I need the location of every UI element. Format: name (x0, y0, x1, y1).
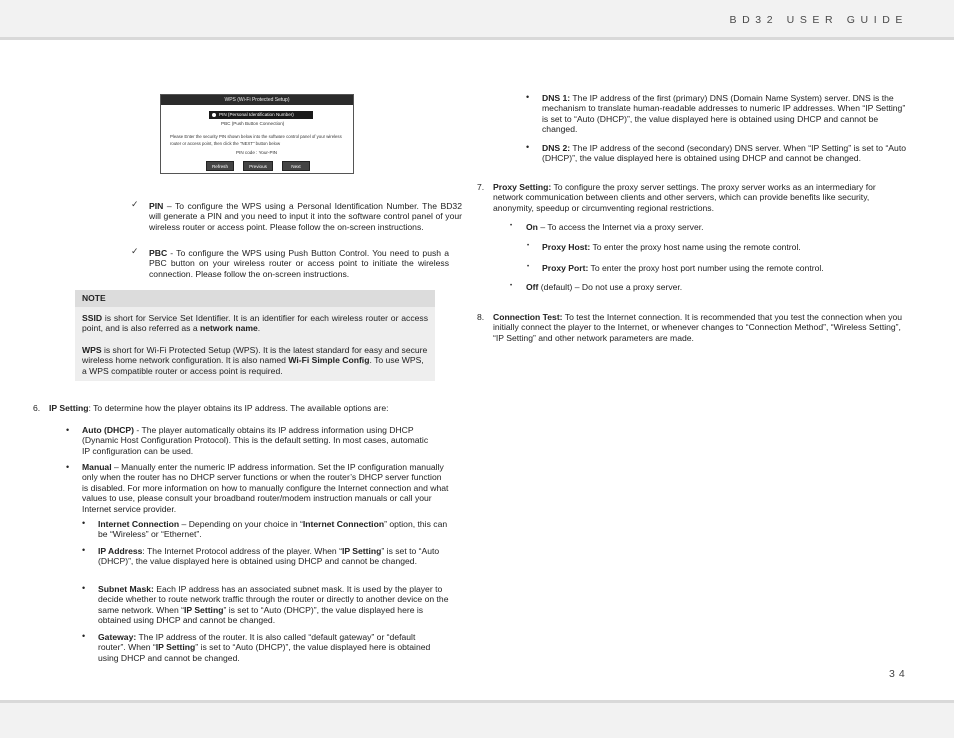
dns1-item (542, 93, 906, 135)
wps-option-pin[interactable] (209, 111, 313, 119)
subnet-mask-item (98, 584, 452, 626)
page-number: 34 (889, 668, 909, 680)
subnet-mask-bold: IP Setting (183, 604, 224, 615)
internet-connection-text2: ” option, this can be “Wireless” or “Ethernet”. (98, 519, 448, 540)
internet-connection-text1: – Depending on your choice in “ (179, 519, 303, 529)
wps-description: Please Enter the security PIN shown below into the software control panel of your wireless router or access point, then click the "NEXT" button below (170, 134, 342, 146)
header-bar (0, 0, 954, 37)
note-box (75, 290, 435, 381)
bullet-icon: • (526, 92, 530, 102)
ssid-bold: network name (200, 323, 258, 334)
internet-connection-item (98, 519, 450, 540)
auto-dhcp-term: Auto (DHCP) (82, 425, 135, 435)
dns1-text: The IP address of the first (primary) DNS (Domain Name System) server. DNS is the mechanism to translate human-readable addresses to numeric IP addresses. When “IP Setting” is set to “Auto (DHCP)”, the value displayed here is obtained using DHCP and cannot be changed. (542, 93, 906, 135)
wps-dialog (160, 94, 354, 174)
subnet-mask-term: Subnet Mask: (98, 584, 154, 594)
auto-dhcp-item (82, 425, 438, 456)
checkmark-icon: ✓ (131, 246, 139, 256)
proxy-on-item (526, 222, 896, 232)
section-6-number: 6. (33, 403, 41, 413)
proxy-off-item (526, 282, 896, 292)
dns2-item (542, 143, 910, 164)
proxy-port-text: To enter the proxy host port number using the remote control. (588, 263, 824, 273)
proxy-host-term: Proxy Host: (542, 242, 591, 252)
ssid-end: . (257, 323, 261, 334)
gateway-term: Gateway: (98, 632, 137, 642)
ssid-text: is short for Service Set Identifier. It is an identifier for each wireless router or access point, and is also referred as a (82, 313, 428, 334)
proxy-on-text: – To access the Internet via a proxy server. (537, 222, 704, 232)
proxy-setting-term: Proxy Setting: (493, 182, 552, 192)
proxy-on-term: On (526, 222, 538, 232)
pbc-description (149, 248, 449, 279)
wps-option-pbc[interactable]: PBC (Push Button Connection) (221, 121, 285, 126)
note-wps (82, 345, 428, 376)
ssid-term: SSID (82, 313, 103, 323)
bullet-icon: • (527, 264, 530, 270)
ip-setting-text: : To determine how the player obtains its IP address. The available options are: (88, 403, 389, 413)
manual-term: Manual (82, 462, 112, 472)
gateway-text1: The IP address of the router. It is also called “default gateway” or “default router”. When “ (98, 632, 416, 653)
refresh-button[interactable]: Refresh (206, 161, 234, 171)
wps-end: . To use WPS, a WPS compatible router or access point is required. (82, 355, 424, 376)
next-button[interactable]: Next (282, 161, 310, 171)
guide-title: BD32 USER GUIDE (729, 14, 908, 26)
connection-test-term: Connection Test: (493, 312, 563, 322)
ip-address-item (98, 546, 444, 567)
pin-text: – To configure the WPS using a Personal Identification Number. The BD32 will generate a PIN and you need to input it into the software control panel of your wireless router or access point. Please follow the on-screen instructions. (149, 201, 462, 232)
gateway-item (98, 632, 444, 663)
wps-option-pin-label: PIN (Personal Identification Number) (219, 112, 294, 117)
bullet-icon: • (526, 142, 530, 152)
bullet-icon: • (82, 545, 86, 555)
header-divider (0, 37, 954, 40)
proxy-off-text: (default) – Do not use a proxy server. (538, 282, 683, 292)
ip-address-bold: IP Setting (341, 546, 382, 556)
pin-description (149, 201, 462, 232)
gateway-text2: ” is set to “Auto (DHCP)”, the value displayed here is obtained using DHCP and cannot be changed. (98, 642, 431, 663)
auto-dhcp-text: - The player automatically obtains its IP address information using DHCP (Dynamic Host Configuration Protocol). This is the default setting. In most cases, automatic IP configuration can be used. (82, 425, 429, 456)
gateway-bold: IP Setting (155, 642, 196, 653)
subnet-mask-text2: ” is set to “Auto (DHCP)”, the value displayed here is obtained using DHCP and cannot be changed. (98, 604, 424, 626)
bullet-icon: • (510, 283, 513, 289)
wps-text: is short for Wi-Fi Protected Setup (WPS). It is the latest standard for easy and secure wireless home network configuration. It is also named (82, 345, 428, 366)
wps-dialog-title: WPS (Wi-Fi Protected Setup) (161, 95, 353, 105)
section-7-proxy-setting (493, 182, 903, 213)
dns2-term: DNS 2: (542, 143, 571, 153)
bullet-icon: • (82, 631, 86, 641)
dns2-text: The IP address of the second (secondary) DNS server. When “IP Setting” is set to “Auto (DHCP)”, the value displayed here is obtained using DHCP and cannot be changed. (542, 143, 906, 164)
internet-connection-term: Internet Connection (98, 519, 180, 529)
subnet-mask-text1: Each IP address has an associated subnet mask. It is used by the player to decide whether to route network traffic through the router or directly to another device on the same network. When “ (98, 584, 449, 615)
bullet-icon: • (527, 243, 530, 249)
checkmark-icon: ✓ (131, 199, 139, 209)
ip-address-term: IP Address (98, 546, 143, 556)
dns1-term: DNS 1: (542, 93, 571, 103)
radio-selected-icon (212, 113, 216, 117)
bullet-icon: • (66, 425, 70, 435)
bullet-icon: • (66, 462, 70, 472)
ip-address-text1: : The Internet Protocol address of the player. When “ (142, 546, 342, 556)
section-6-ip-setting (49, 403, 449, 413)
pbc-term: PBC (149, 248, 168, 258)
section-8-number: 8. (477, 312, 485, 322)
note-ssid (82, 313, 428, 334)
previous-button[interactable]: Previous (243, 161, 273, 171)
wps-pin-code: PIN code : Your-PIN (236, 150, 278, 155)
proxy-host-text: To enter the proxy host name using the remote control. (590, 242, 801, 252)
ip-setting-term: IP Setting (49, 403, 89, 413)
internet-connection-bold: Internet Connection (302, 519, 385, 529)
bullet-icon: • (82, 518, 86, 528)
bullet-icon: • (82, 583, 86, 593)
wps-term: WPS (82, 345, 102, 355)
proxy-port-term: Proxy Port: (542, 263, 589, 273)
manual-text: – Manually enter the numeric IP address information. Set the IP configuration manually only when the router has no DHCP server functions or when the router’s DHCP server function is disabled. For more information on how to manually configure the Internet connection and what values to use, please consult your broadband router/modem instruction manuals or call your Internet service provider. (82, 462, 449, 514)
manual-item (82, 462, 450, 514)
bullet-icon: • (510, 223, 513, 229)
section-7-number: 7. (477, 182, 485, 192)
wps-bold: Wi-Fi Simple Config (288, 355, 370, 366)
proxy-host-item (542, 242, 902, 252)
proxy-setting-text: To configure the proxy server settings. The proxy server works as an intermediary for network communication between clients and other servers, which can provide benefits like security, anonymity, speedup or circumventing regional restrictions. (493, 182, 876, 213)
note-heading: NOTE (75, 290, 435, 307)
section-8-connection-test (493, 312, 903, 343)
proxy-port-item (542, 263, 902, 273)
proxy-off-term: Off (526, 282, 539, 292)
pbc-text: - To configure the WPS using Push Button Control. You need to push a PBC button on your wireless router or access point to initiate the wireless connection. Please follow the on-screen instructions. (149, 248, 449, 279)
connection-test-text: To test the Internet connection. It is recommended that you test the connection when you initially connect the player to the Internet, or whenever changes to “Connection Method”, “Wireless Setting”, “IP Setting” and other network parameters are made. (493, 312, 903, 343)
footer-bar (0, 703, 954, 738)
ip-address-text2: ” is set to “Auto (DHCP)”, the value displayed here is obtained using DHCP and cannot be changed. (98, 546, 440, 567)
pin-term: PIN (149, 201, 164, 211)
